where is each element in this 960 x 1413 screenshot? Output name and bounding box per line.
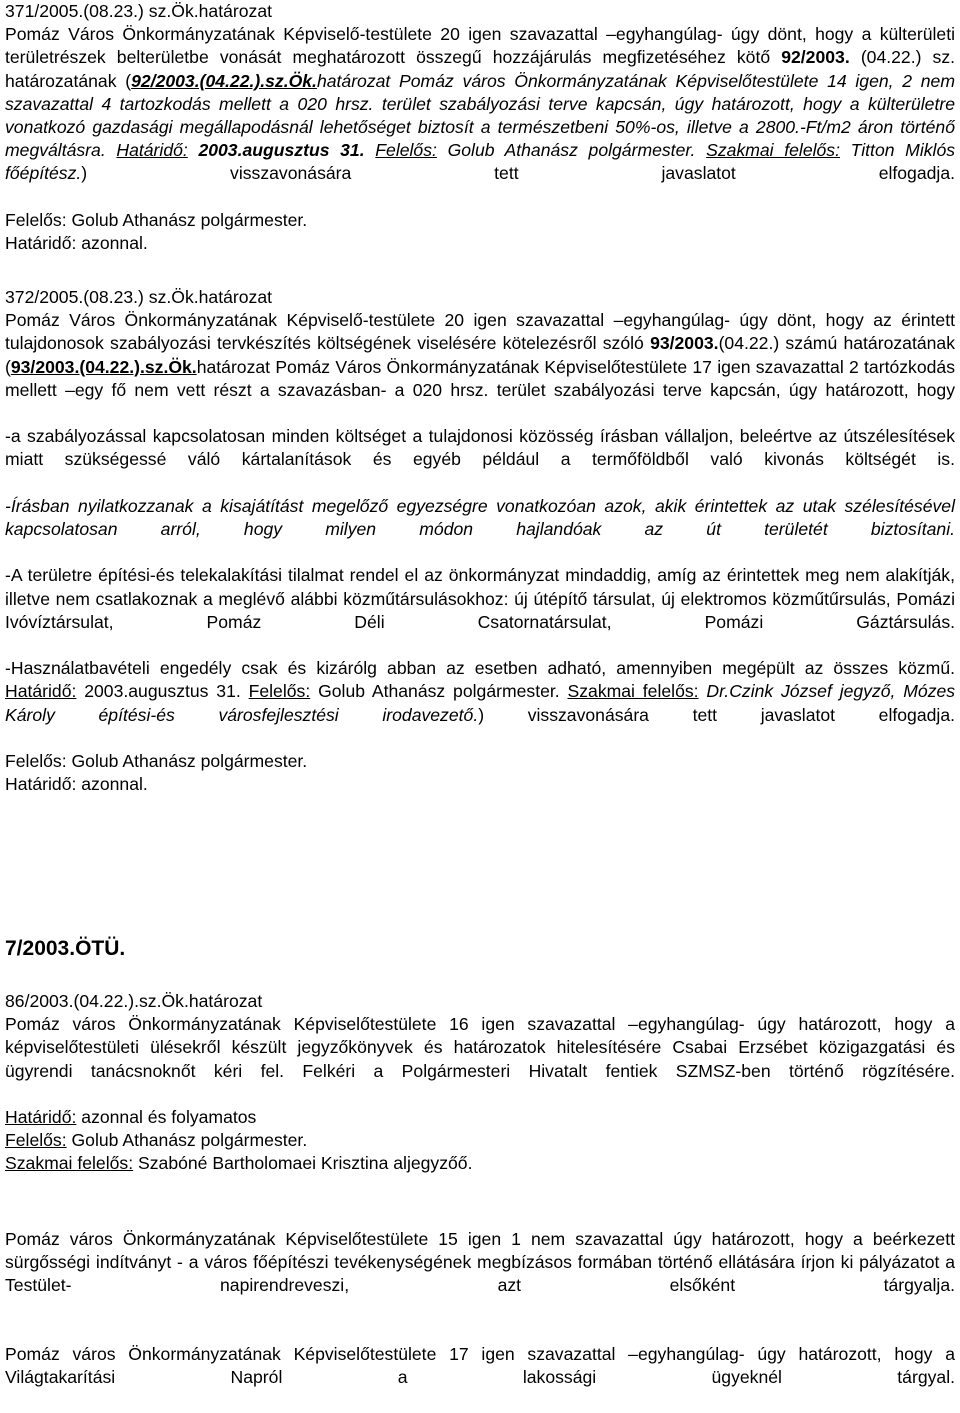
paragraph-urgent-motion: Pomáz város Önkormányzatának Képviselőtestülete 15 igen 1 nem szavazattal úgy határozott, hogy a beérkezett sürgősségi indítványt - a város főépítészi tevékenységének megbízásos formában történő ellátására írjon ki pályázatot a Testület- napirendreveszi, azt elsőként tárgyalja. <box>5 1229 955 1296</box>
resolution-371 <box>5 0 955 255</box>
resolution-372 <box>5 286 955 796</box>
resolution-86 <box>5 990 955 1176</box>
deadline-line: Határidő: azonnal. <box>5 233 148 254</box>
responsible-value: Golub Athanász polgármester. <box>318 681 560 702</box>
professional-value: Dr.Czink József jegyző, Mózes Károly építési-és városfejlesztési irodavezető. <box>5 681 956 725</box>
bullet-2: -Írásban nyilatkozzanak a kisajátítást megelőző egyezségre vonatkozóan azok, akik érintettek az utak szélesítésével kapcsolatosan arról, hogy milyen módon hajlandóak az út területét biztosítani. <box>5 495 955 540</box>
section-title: 7/2003.ÖTÜ. <box>5 937 126 960</box>
body-text: ) visszavonására tett javaslatot elfogadja. <box>81 163 955 184</box>
deadline-line: Határidő: azonnal. <box>5 774 148 795</box>
deadline-label: Határidő: <box>5 1107 77 1128</box>
resolution-372-header: 372/2005.(08.23.) sz.Ök.határozat <box>5 287 272 307</box>
deadline-value: 2003.augusztus 31. <box>198 140 365 161</box>
paragraph-cleanup-day: Pomáz város Önkormányzatának Képviselőtestülete 17 igen szavazattal –egyhangúlag- úgy határozott, hogy a Világtakarítási Napról a lakossági ügyeknél tárgyal. <box>5 1344 955 1388</box>
body-text: -Használatbavételi engedély csak és kizárólg abban az esetben adható, amennyiben megépült az összes közmű. <box>5 658 955 679</box>
responsible-label: Felelős: <box>248 681 311 702</box>
ref-link: 93/2003.(04.22.).sz.Ök. <box>10 356 197 377</box>
deadline-label: Határidő: <box>116 140 188 161</box>
resolution-372-body <box>5 309 955 425</box>
body-text: (04.22.) sz. határozatának ( <box>5 47 956 91</box>
professional-value: Szabóné Bartholomaei Krisztina aljegyzőő. <box>138 1153 473 1174</box>
ref-number: 92/2003. <box>781 47 850 68</box>
responsible-line <box>5 1129 955 1152</box>
responsible-line: Felelős: Golub Athanász polgármester. <box>5 209 308 230</box>
body-text: határozat Pomáz Város Önkormányzatának Képviselőtestülete 17 igen szavazattal 2 tartózkodás mellett –egy fő nem vett részt a szavazásban- a 020 hrsz. terület szabályozási terve kapcsán, úgy határozott, hogy <box>5 356 955 400</box>
ref-number: 93/2003. <box>650 333 719 354</box>
deadline-line <box>5 1106 955 1129</box>
resolution-371-body <box>5 23 955 209</box>
professional-label: Szakmai felelős: <box>5 1153 134 1174</box>
deadline-value: azonnal és folyamatos <box>81 1107 257 1128</box>
deadline-label: Határidő: <box>5 681 77 702</box>
bullet-4 <box>5 657 955 750</box>
body-text: Pomáz Város Önkormányzatának Képviselő-testülete 20 igen szavazattal –egyhangúlag- úgy dönt, hogy az érintett tulajdonosok szabályozási tervkészítés költségének viselésére kötelezésről szóló <box>5 310 955 354</box>
professional-value: Titton Miklós főépítész. <box>5 140 956 184</box>
bullet-3: -A területre építési-és telekalakítási tilalmat rendel el az önkormányzat mindaddig, amíg az érintettek meg nem alakítják, illetve nem csatlakoznak a meglévő alábbi közműtársulásokhoz: új útépítő társulat, új elektromos közműtűrsulás, Pomázi Ivóvíztársulat, Pomáz Déli Csatornatársulat, Pomázi Gáztársulás. <box>5 565 955 632</box>
responsible-label: Felelős: <box>375 140 437 161</box>
responsible-line: Felelős: Golub Athanász polgármester. <box>5 751 308 772</box>
responsible-value: Golub Athanász polgármester. <box>447 140 696 161</box>
body-text: Pomáz Város Önkormányzatának Képviselő-testülete 20 igen szavazattal –egyhangúlag- úgy dönt, hogy a külterületi területrészek belterületbe vonását meghatározott összegű hozzájárulás megfizetéséhez kötő <box>5 24 955 68</box>
body-text: (04.22.) számú határozatának ( <box>5 333 955 377</box>
professional-label: Szakmai felelős: <box>706 140 840 161</box>
ref-link: 92/2003.(04.22.).sz.Ök. <box>131 70 317 91</box>
deadline-value: 2003.augusztus 31. <box>84 681 241 702</box>
resolution-86-header: 86/2003.(04.22.).sz.Ök.határozat <box>5 991 263 1011</box>
resolution-86-body: Pomáz város Önkormányzatának Képviselőtestülete 16 igen szavazattal –egyhangúlag- úgy határozott, hogy a képviselőtestületi ülésekről készült jegyzőkönyvek és határozatok hitelesítésére Csabai Erzsébet közigazgatási és ügyrendi tanácsnoknőt kéri fel. Felkéri a Polgármesteri Hivatalt fentiek SZMSZ-ben történő rögzítésére. <box>5 1014 955 1081</box>
otu-section <box>5 937 955 960</box>
bullet-1: -a szabályozással kapcsolatosan minden költséget a tulajdonosi közösség írásban vállaljon, beleértve az útszélesítések miatt szükségessé váló kártalanítások és egyéb például a termőföldből való kivonás költségét is. <box>5 426 955 470</box>
responsible-value: Golub Athanász polgármester. <box>71 1130 308 1151</box>
responsible-label: Felelős: <box>5 1130 67 1151</box>
professional-label: Szakmai felelős: <box>567 681 699 702</box>
body-text: ) visszavonására tett javaslatot elfogadja. <box>478 704 955 725</box>
professional-line <box>5 1152 955 1175</box>
resolution-371-header: 371/2005.(08.23.) sz.Ök.határozat <box>5 1 272 21</box>
body-italic: határozat Pomáz város Önkormányzatának Képviselőtestülete 14 igen, 2 nem szavazattal 4 tartozkodás mellett a 020 hrsz. terület szabályozási terve kapcsán, úgy határozott, hogy a külterületre vonatkozó gazdasági megállapodásnál lehetőséget biztosít a természetbeni 50%-os, illetve a 2800.-Ft/m2 áron történő megváltásra. <box>5 70 955 161</box>
